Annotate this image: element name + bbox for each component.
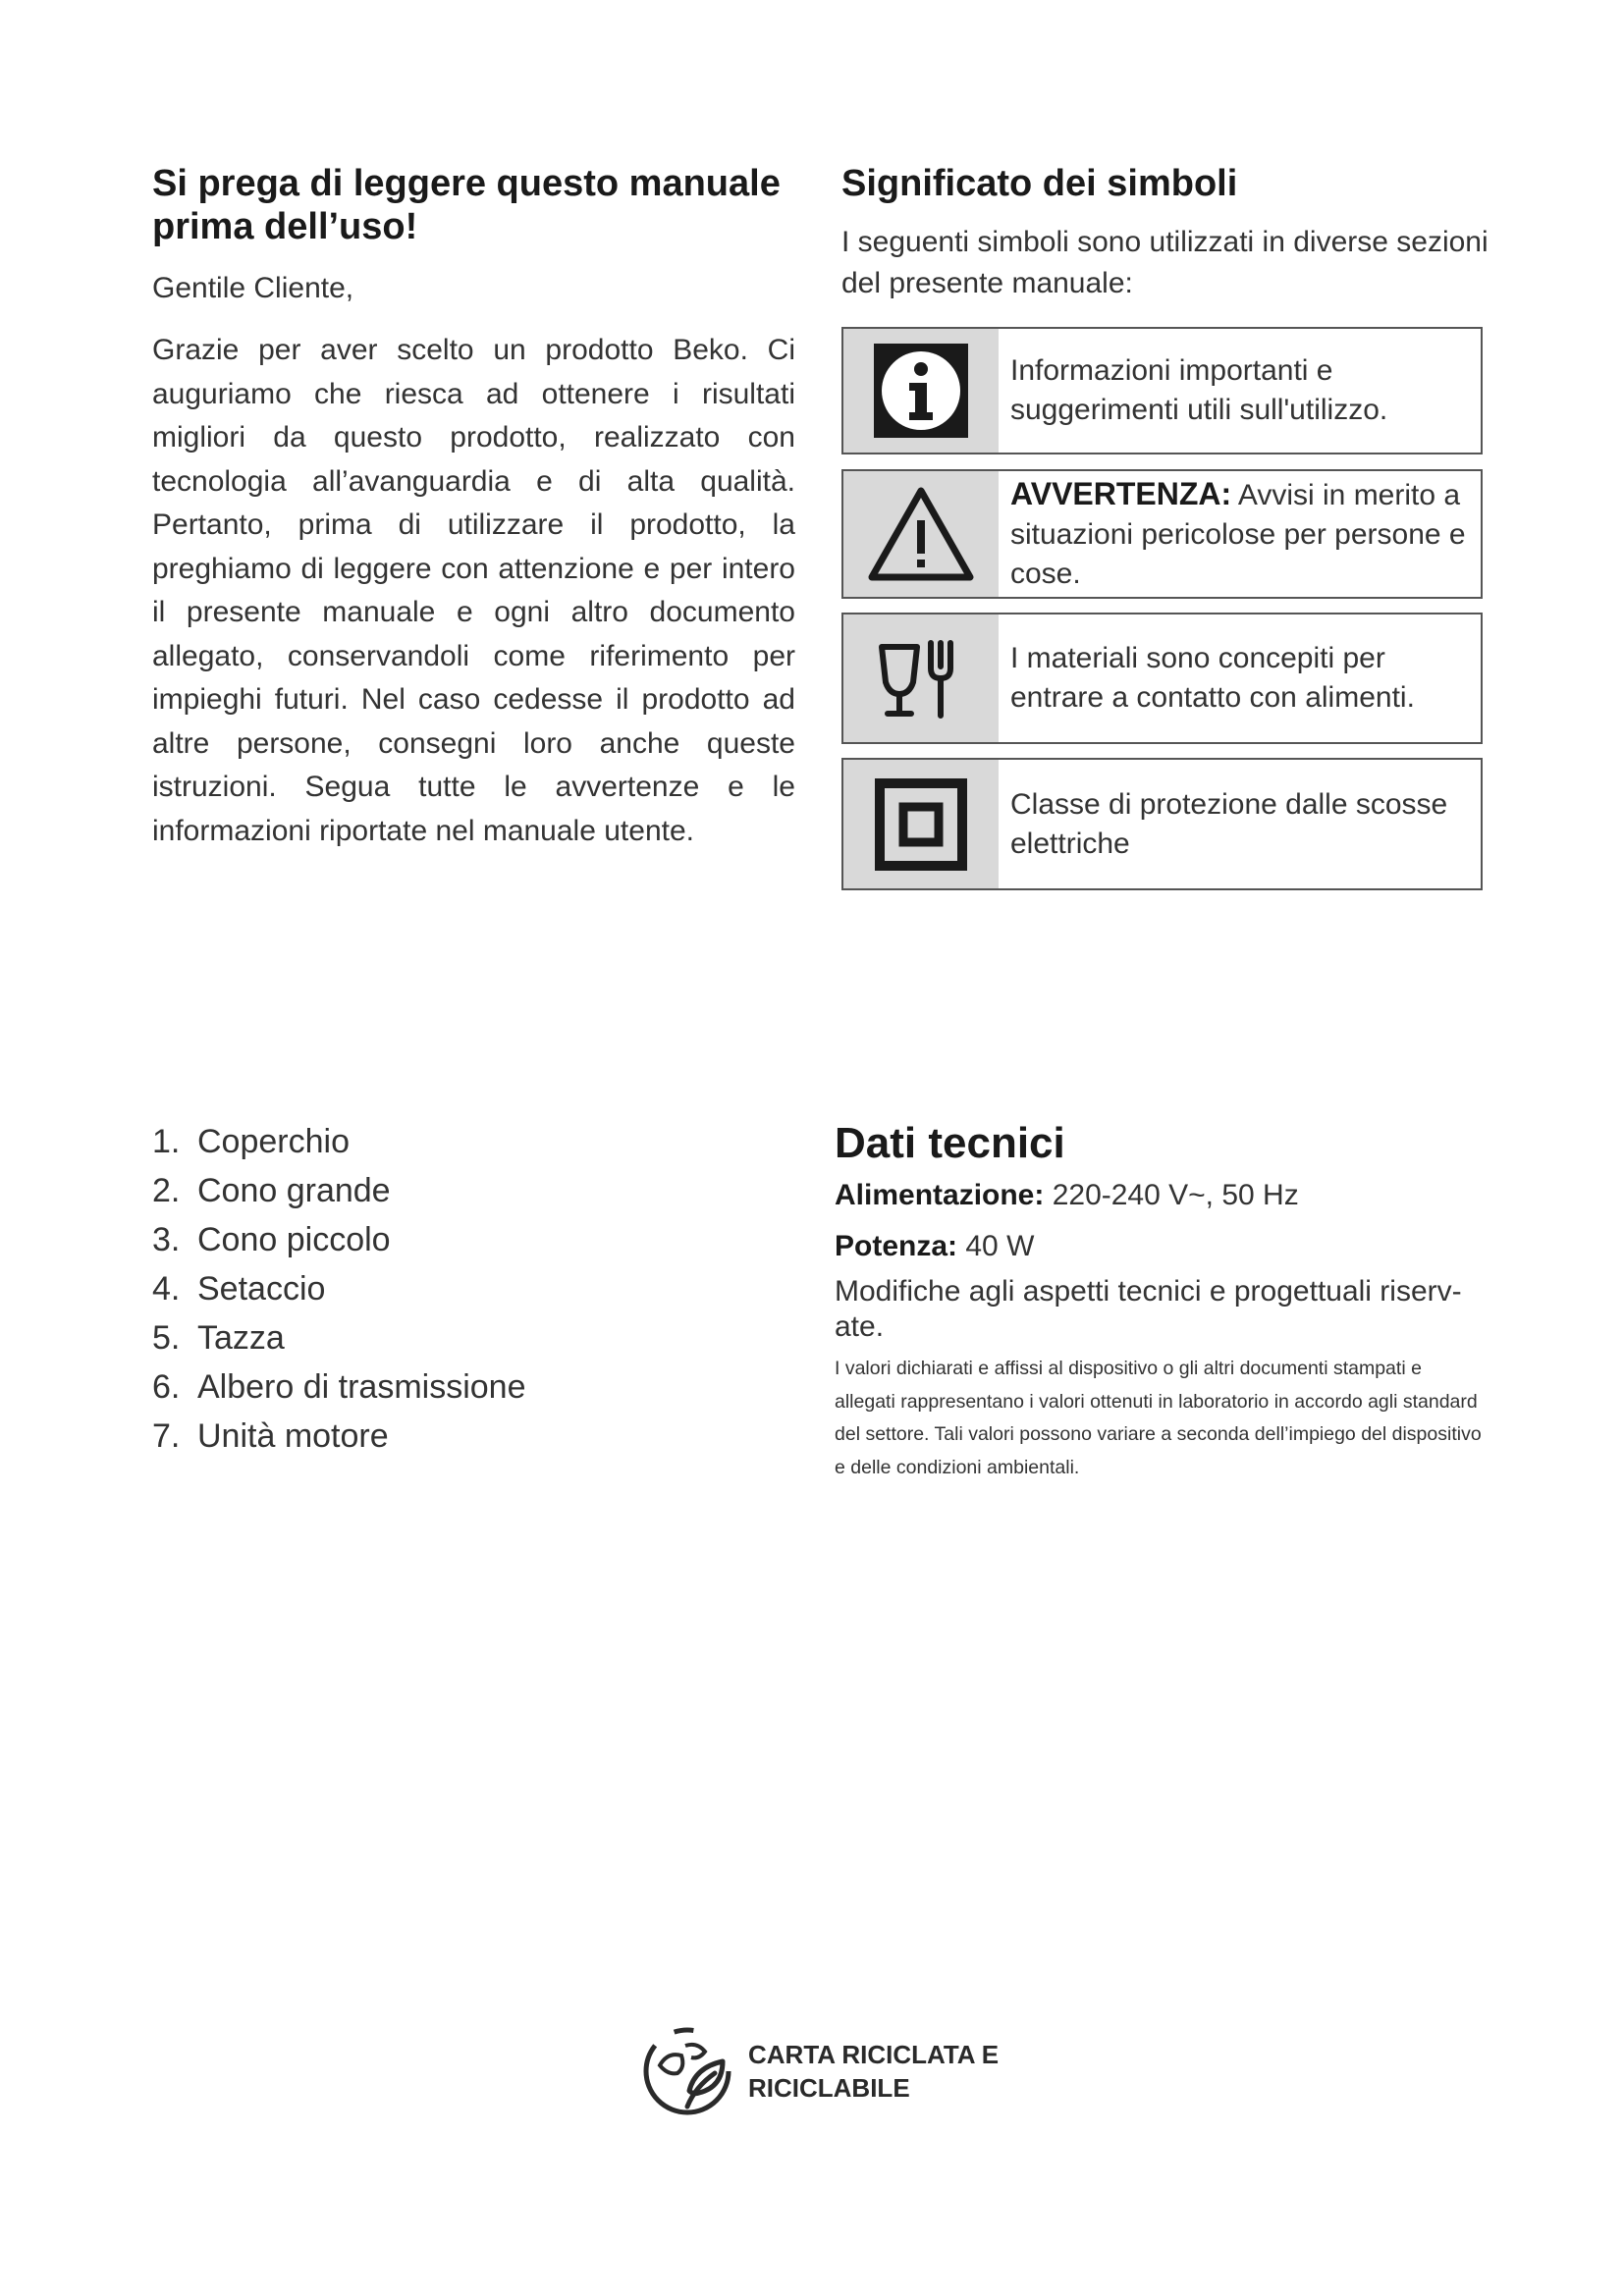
symbol-text-warning <box>999 474 1481 594</box>
symbol-text-protection-class: Classe di protezione dalle scosse elettriche <box>1010 787 1448 860</box>
logo-text-line1: CARTA RICICLATA E <box>748 2040 1000 2069</box>
tech-note: Modifiche agli aspetti tecnici e progettuali riserv-ate. <box>835 1275 1462 1343</box>
info-icon-cell <box>843 329 999 453</box>
greeting: Gentile Cliente, <box>152 272 354 304</box>
info-icon <box>874 344 968 438</box>
symbol-text-food-contact: I materiali sono concepiti per entrare a contatto con alimenti. <box>1010 642 1415 714</box>
intro-title: Si prega di leggere questo manuale prima dell’uso! <box>152 163 781 247</box>
list-item-number: 4. <box>152 1270 181 1308</box>
symbol-box-info <box>841 327 1483 454</box>
list-item-number: 2. <box>152 1172 181 1209</box>
warning-icon-cell <box>843 471 999 597</box>
list-item-label: Tazza <box>197 1319 285 1357</box>
recycled-paper-logo <box>638 2022 999 2120</box>
list-item <box>152 1117 525 1166</box>
list-item-label: Coperchio <box>197 1123 350 1160</box>
protection-class-icon-cell <box>843 760 999 888</box>
list-item <box>152 1362 525 1412</box>
list-item-label: Cono grande <box>197 1172 391 1209</box>
intro-paragraph: Grazie per aver scelto un prodotto Beko. Ci auguriamo che riesca ad ottenere i risultati migliori da questo prodotto, realizzato con tecnologia all’avanguardia e di alta qualità. Pertanto, prima di utilizzare il prodotto, la preghiamo di leggere con attenzione e per intero il presente manuale e ogni altro documento allegato, conservandoli come riferimento per impieghi futuri. Nel caso cedesse il prodotto ad altre persone, consegni loro anche queste istruzioni. Segua tutte le avvertenze e le informazioni riportate nel manuale utente. <box>152 334 795 847</box>
list-item <box>152 1412 525 1461</box>
list-item-label: Albero di trasmissione <box>197 1368 526 1406</box>
power-supply-value: 220-240 V~, 50 Hz <box>1052 1179 1299 1211</box>
list-item <box>152 1264 525 1313</box>
symbol-text-info: Informazioni importanti e suggerimenti utili sull'utilizzo. <box>1010 354 1388 426</box>
list-item-number: 3. <box>152 1221 181 1258</box>
list-item <box>152 1166 525 1215</box>
symbols-title: Significato dei simboli <box>841 163 1238 204</box>
power-row <box>835 1227 1034 1266</box>
protection-class-icon <box>874 777 968 872</box>
list-item <box>152 1313 525 1362</box>
logo-text-line2: RICICLABILE <box>748 2073 910 2103</box>
list-item-label: Unità motore <box>197 1417 389 1455</box>
warning-icon <box>866 485 976 583</box>
tech-title: Dati tecnici <box>835 1119 1065 1167</box>
tech-fine-print: I valori dichiarati e affissi al dispositivo o gli altri documenti stampati e allegati rappresentano i valori ottenuti in laboratorio in accordo agli standard del settore. Tali valori possono variare a seconda dell’impiego del dispositivo e delle condizioni ambientali. <box>835 1358 1482 1478</box>
symbol-box-food-contact <box>841 613 1483 744</box>
list-item-label: Setaccio <box>197 1270 326 1308</box>
power-supply-row <box>835 1176 1299 1215</box>
list-item-label: Cono piccolo <box>197 1221 391 1258</box>
list-item <box>152 1215 525 1264</box>
warning-label: AVVERTENZA: <box>1010 476 1232 511</box>
symbol-box-warning <box>841 469 1483 599</box>
power-supply-label: Alimentazione: <box>835 1179 1045 1211</box>
food-contact-icon-cell <box>843 614 999 742</box>
logo-text <box>748 2038 999 2105</box>
power-label: Potenza: <box>835 1230 958 1262</box>
list-item-number: 1. <box>152 1123 181 1160</box>
warning-description: Avvisi in merito a situazioni pericolose per persone e cose. <box>1010 479 1466 590</box>
list-item-number: 7. <box>152 1417 181 1455</box>
recycle-leaf-icon <box>638 2022 736 2120</box>
list-item-number: 6. <box>152 1368 181 1406</box>
parts-list <box>152 1117 525 1461</box>
list-item-number: 5. <box>152 1319 181 1357</box>
power-value: 40 W <box>965 1230 1035 1262</box>
food-contact-icon <box>874 631 968 725</box>
symbols-intro: I seguenti simboli sono utilizzati in diverse sezioni del presente manuale: <box>841 226 1489 299</box>
symbol-box-protection-class <box>841 758 1483 890</box>
